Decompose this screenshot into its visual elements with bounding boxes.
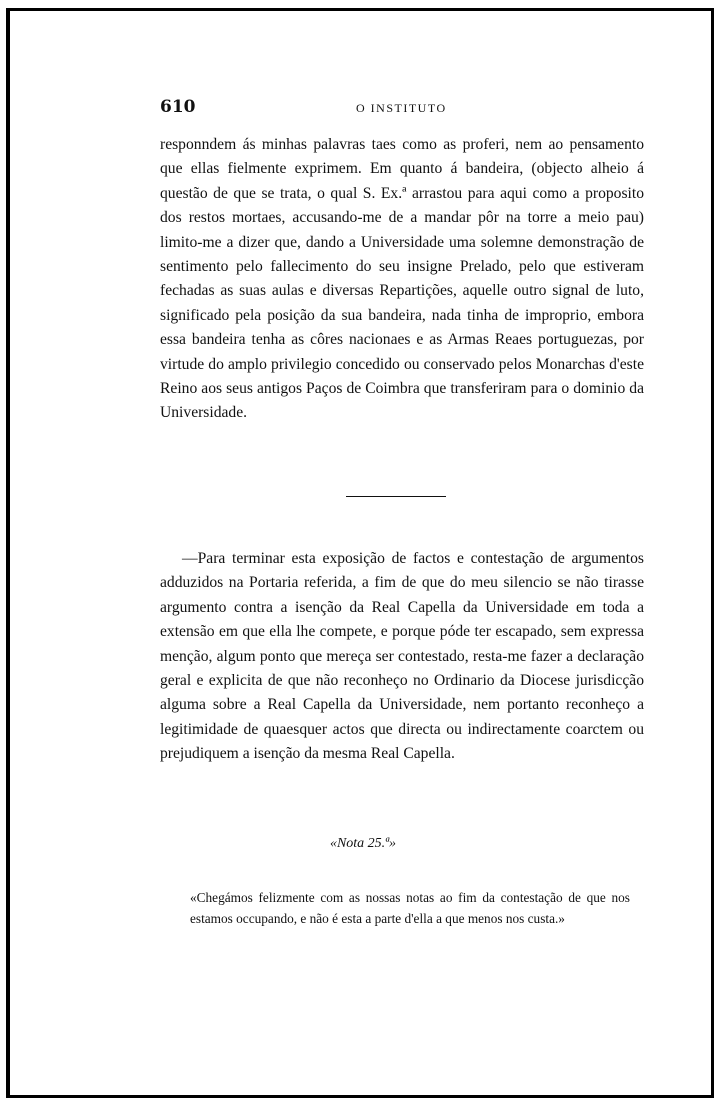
section-divider [346, 496, 446, 497]
note-text: «Chegámos felizmente com as nossas notas ao fim da contestação de que nos estamos occupando, e não é esta a parte d'ella a que menos nos custa.» [190, 890, 630, 926]
note-heading: «Nota 25.ª» [329, 836, 397, 851]
body-paragraph-2: —Para terminar esta exposição de factos e contestação de argumentos adduzidos na Portaria referida, a fim de que do meu silencio se não tirasse argumento contra a isenção da Real Capella da Universidade em toda a extensão em que ella lhe compete, e porque póde ter escapado, sem expressa menção, algum ponto que mereça ser contestado, resta-me fazer a declaração geral e explicita de que não reconheço no Ordinario da Diocese jurisdicção alguma sobre a Real Capella da Universidade, nem portanto reconheço a legitimidade de quaesquer actos que directa ou indirectamente coarctem ou prejudiquem a isenção da mesma Real Capella. [160, 550, 644, 763]
running-header [160, 97, 644, 119]
running-title: O INSTITUTO [356, 101, 447, 115]
body-paragraph-1: responndem ás minhas palavras taes como as proferi, nem ao pensamento que ellas fielmente exprimem. Em quanto á bandeira, (objecto alheio á questão de que se trata, o qual S. Ex.ª arrastou para aqui como a proposito dos restos mortaes, accusando-me de a mandar pôr na torre a meio pau) limito-me a dizer que, dando a Universidade uma solemne demonstração de sentimento pelo fallecimento do seu insigne Prelado, pelo que estiveram fechadas as suas aulas e diversas Repartições, aquelle outro signal de luto, significado pela posição da sua bandeira, nada tinha de improprio, embora essa bandeira tenha as côres nacionaes e as Armas Reaes portuguezas, por virtude do amplo privilegio concedido ou conservado pelos Monarchas d'este Reino aos seus antigos Paços de Coimbra que transferiram para o dominio da Universidade. [160, 136, 644, 422]
page-number: 610 [160, 97, 196, 117]
